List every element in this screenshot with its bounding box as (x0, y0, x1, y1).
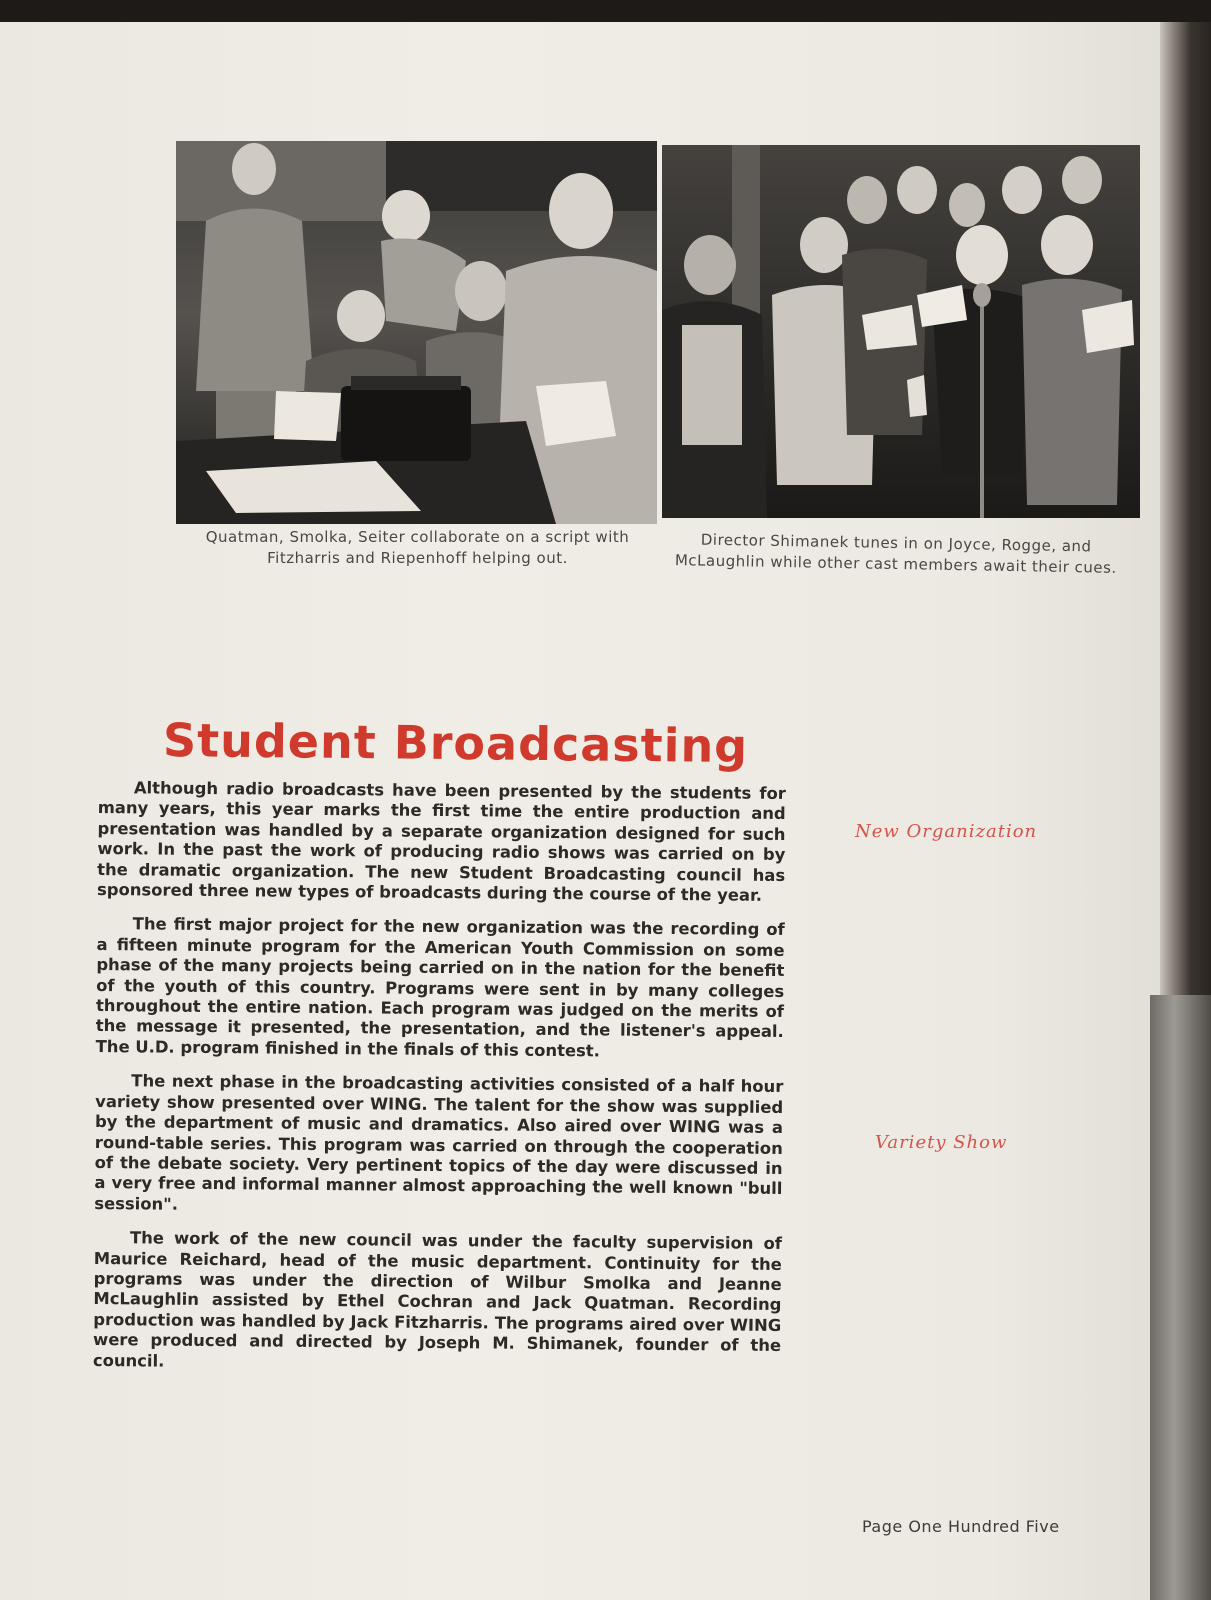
photo-caption-left-text: Quatman, Smolka, Seiter collaborate on a script with Fitzharris and Riepenhoff helping out. (205, 528, 630, 567)
article-paragraph: The work of the new council was under the faculty supervision of Maurice Reichard, head of the music department. Continuity for the programs was under the direction of Wilbur Smolka and Jeanne McLaughlin assisted by Ethel Cochran and Jack Quatman. Recording production was handled by Jack Fitzharris. The programs aired over WING were produced and directed by Joseph M. Shimanek, founder of the council. (92, 1228, 783, 1371)
photo-script-collaboration (176, 141, 657, 524)
photo-script-collaboration-image (176, 141, 657, 524)
photo-caption-right (660, 529, 1133, 579)
photo-radio-cast-image (662, 145, 1140, 518)
article-body (93, 778, 786, 1391)
sidenote-variety-show: Variety Show (875, 1132, 1008, 1153)
article-title: Student Broadcasting (162, 713, 749, 774)
yearbook-page (0, 22, 1160, 1600)
photo-caption-left (190, 527, 645, 569)
article-paragraph: The next phase in the broadcasting activities consisted of a half hour variety show presented over WING. The talent for the show was supplied by the department of music and dramatics. Also aired over WING was a round-table series. This program was carried on through the cooperation of the debate society. Very pertinent topics of the day were discussed in a very free and informal manner almost approaching the well known "bull session". (94, 1071, 784, 1214)
photo-radio-cast (662, 145, 1140, 518)
photo-caption-right-text: Director Shimanek tunes in on Joyce, Rogge, and McLaughlin while other cast members await their cues. (674, 530, 1117, 577)
article-paragraph: Although radio broadcasts have been presented by the students for many years, this year marks the first time the entire production and presentation was handled by a separate organization designed for such work. In the past the work of producing radio shows was carried on by the dramatic organization. The new Student Broadcasting council has sponsored three new types of broadcasts during the course of the year. (96, 778, 786, 905)
page-number: Page One Hundred Five (862, 1517, 1060, 1536)
book-binding-strip (1150, 995, 1211, 1600)
article-paragraph: The first major project for the new organization was the recording of a fifteen minute program for the American Youth Commission on some phase of the many projects being carried on in the nation for the benefit of the youth of this country. Programs were sent in by many colleges throughout the entire nation. Each program was judged on the merits of the message it presented, the presentation, and the listener's appeal. The U.D. program finished in the finals of this contest. (95, 914, 785, 1061)
sidenote-new-organization: New Organization (855, 821, 1038, 842)
